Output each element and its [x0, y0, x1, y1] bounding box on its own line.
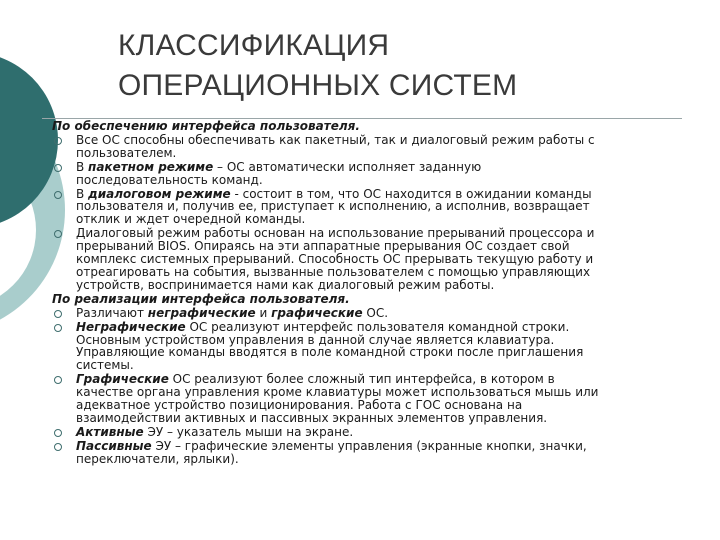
text-run: адекватное устройство позиционирования. Работа с ГОС основана на	[76, 398, 523, 413]
circle-bullet-icon	[54, 310, 62, 318]
circle-bullet-icon	[54, 429, 62, 437]
text-line	[76, 279, 677, 292]
text-line	[76, 174, 677, 187]
list-item	[52, 161, 677, 187]
list-item	[52, 321, 677, 373]
list-item-text	[76, 188, 677, 227]
text-run: Различают	[76, 305, 148, 320]
circle-bullet-icon	[54, 164, 62, 172]
text-run: пользователя и, получив ее, приступает к исполнению, а исполнив, возвращает	[76, 199, 590, 214]
list-item-text	[76, 440, 677, 466]
text-run: комплекс системных прерываний. Способность ОС прерывать текущую работу и	[76, 252, 594, 267]
text-run: ЭУ – графические элементы управления (экранные кнопки, значки,	[151, 438, 587, 453]
text-run: качестве органа управления кроме клавиатуры может использоваться мышь или	[76, 385, 599, 400]
text-run: устройств, воспринимается нами как диалоговый режим работы.	[76, 277, 495, 292]
list-item	[52, 426, 677, 439]
list-item	[52, 373, 677, 425]
text-run: – ОС автоматически исполняет заданную	[213, 159, 482, 174]
text-run: - состоит в том, что ОС находится в ожидании команды	[230, 186, 592, 201]
text-run: взаимодействии активных и пассивных экранных элементов управления.	[76, 410, 548, 425]
text-run: отреагировать на события, вызванные пользователем с помощью управляющих	[76, 264, 591, 279]
emphasized-term: Активные	[76, 424, 144, 439]
text-run: пользователем.	[76, 145, 177, 160]
text-line	[76, 359, 677, 372]
list-item-text	[76, 307, 677, 320]
text-line	[76, 412, 677, 425]
text-run: Основным устройством управления в данной случае является клавиатура.	[76, 332, 555, 347]
list-item	[52, 134, 677, 160]
text-line	[76, 426, 677, 439]
emphasized-term: Пассивные	[76, 438, 152, 453]
emphasized-term: Графические	[76, 372, 169, 387]
circle-bullet-icon	[54, 137, 62, 145]
section-heading: По обеспечению интерфейса пользователя.	[52, 119, 360, 133]
text-line	[76, 147, 677, 160]
list-item-text	[76, 321, 677, 373]
text-run: отклик и ждет очередной команды.	[76, 212, 306, 227]
list-item-text	[76, 161, 677, 187]
list-item	[52, 307, 677, 320]
slide-content	[52, 120, 677, 467]
text-run: системы.	[76, 358, 134, 373]
list-item-text	[76, 426, 677, 439]
text-line	[76, 213, 677, 226]
text-run: ОС.	[362, 305, 389, 320]
circle-bullet-icon	[54, 376, 62, 384]
text-run: последовательность команд.	[76, 172, 263, 187]
emphasized-term: Неграфические	[76, 319, 186, 334]
list-item-text	[76, 134, 677, 160]
text-run: В	[76, 159, 89, 174]
title-line-1: КЛАССИФИКАЦИЯ	[118, 29, 390, 62]
list-item-text	[76, 373, 677, 425]
circle-bullet-icon	[54, 324, 62, 332]
list-item-text	[76, 227, 677, 292]
emphasized-term: неграфические	[147, 305, 256, 320]
circle-bullet-icon	[54, 191, 62, 199]
slide-title	[118, 26, 517, 106]
text-run: ОС реализуют более сложный тип интерфейса, в котором в	[168, 372, 555, 387]
list-item	[52, 440, 677, 466]
title-line-2: ОПЕРАЦИОННЫХ СИСТЕМ	[118, 69, 518, 102]
text-run: ОС реализуют интерфейс пользователя командной строки.	[185, 319, 570, 334]
text-run: В	[76, 186, 89, 201]
text-run: ЭУ – указатель мыши на экране.	[143, 424, 354, 439]
text-run: и	[255, 305, 272, 320]
emphasized-term: графические	[271, 305, 363, 320]
emphasized-term: диалоговом режиме	[88, 186, 231, 201]
text-run: Все ОС способны обеспечивать как пакетный, так и диалоговый режим работы с	[76, 132, 595, 147]
circle-bullet-icon	[54, 443, 62, 451]
text-run: прерываний BIOS. Опираясь на эти аппаратные прерывания ОС создает свой	[76, 239, 570, 254]
list-item	[52, 188, 677, 227]
circle-bullet-icon	[54, 230, 62, 238]
text-line	[76, 453, 677, 466]
text-line	[76, 346, 677, 359]
emphasized-term: пакетном режиме	[88, 159, 214, 174]
text-run: Управляющие команды вводятся в поле командной строки после приглашения	[76, 345, 584, 360]
text-run: переключатели, ярлыки).	[76, 451, 239, 466]
text-line	[76, 307, 677, 320]
text-run: Диалоговый режим работы основан на использование прерываний процессора и	[76, 226, 595, 241]
list-item	[52, 227, 677, 292]
section-heading: По реализации интерфейса пользователя.	[52, 291, 350, 306]
